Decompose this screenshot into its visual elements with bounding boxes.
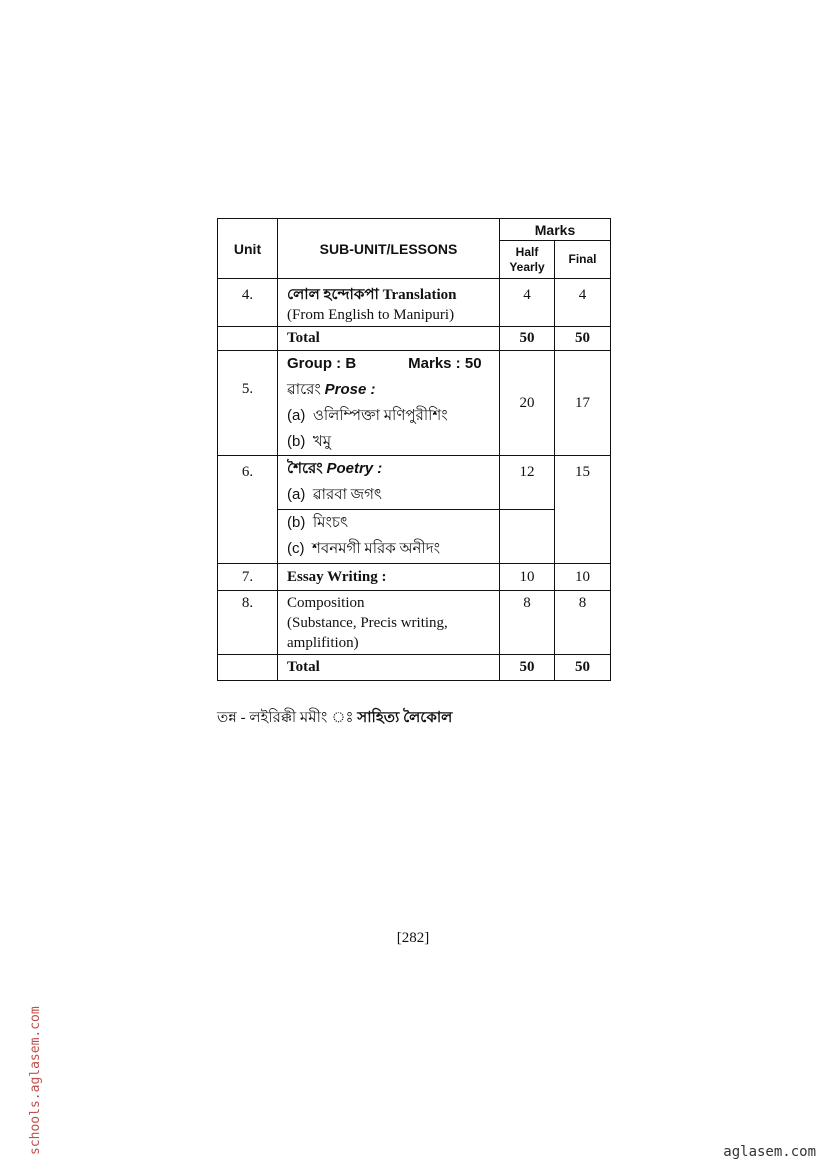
syllabus-table [217,218,611,681]
half-yearly-header: Half Yearly [500,241,555,279]
table-row: 5. Group : B Marks : 50 ৱারেং Prose : (a) ওলিম্পিক্তা মণিপুরীশিং (b) খমু 20 17 [218,351,611,456]
lesson-cell: Composition (Substance, Precis writing, amplifition) [278,591,500,655]
unit-header: Unit [218,219,278,279]
half-yearly-cell: 12 [500,456,555,510]
half-yearly-cell: 4 [500,279,555,327]
lesson-cell: শৈরেং Poetry : (a) ৱারবা জগৎ [278,456,500,510]
final-header: Final [555,241,611,279]
page-number: [282] [396,930,430,946]
marks-header: Marks [500,219,611,241]
half-yearly-cell: 20 [500,351,555,456]
watermark-left: schools.aglasem.com [28,1006,43,1155]
total-row: Total 50 50 [218,327,611,351]
unit-cell: 4. [218,279,278,327]
total-row: Total 50 50 [218,655,611,681]
table-row: 6. শৈরেং Poetry : (a) ৱারবা জগৎ 12 15 [218,456,611,510]
lesson-cell: Group : B Marks : 50 ৱারেং Prose : (a) ওলিম্পিক্তা মণিপুরীশিং (b) খমু [278,351,500,456]
sub-unit-header: SUB-UNIT/LESSONS [278,219,500,279]
table-row: 7. Essay Writing : 10 10 [218,564,611,591]
table-row: 8. Composition (Substance, Precis writing, amplifition) 8 8 [218,591,611,655]
final-cell: 4 [555,279,611,327]
table-row [218,279,611,327]
lesson-cell: লোল হন্দোকপা Translation (From English to Manipuri) [278,279,500,327]
watermark-right: aglasem.com [723,1144,816,1160]
final-cell: 17 [555,351,611,456]
footnote: তন্ন - লইরিক্কী মমীং ঃ সাহিত্য লৈকোল [217,710,453,726]
lesson-cell: (b) মিংচৎ (c) শবনমগী মরিক অনীদং [278,510,500,564]
final-cell: 15 [555,456,611,564]
